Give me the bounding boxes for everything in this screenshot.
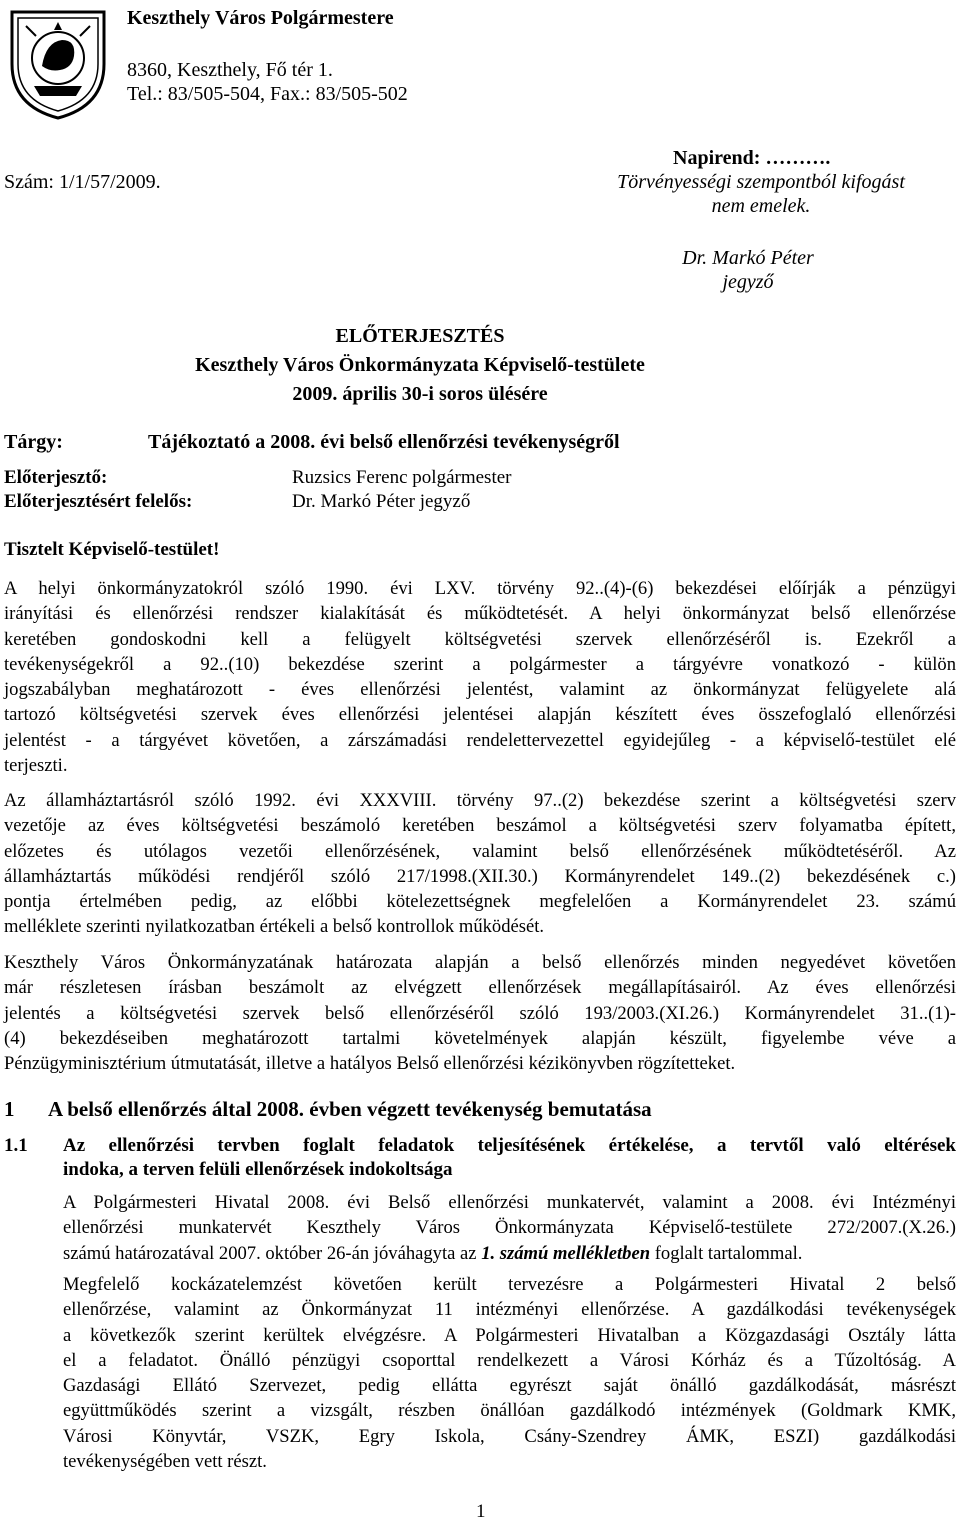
s11-p2-line: Gazdasági Ellátó Szervezet, pedig ellátta egyrészt saját önálló gazdálkodását, másrészt bbox=[63, 1375, 956, 1397]
responsible-value: Dr. Markó Péter jegyző bbox=[292, 491, 471, 512]
p1-line: tevékenységekről a 92..(10) bekezdése szerint a polgármester a tárgyévre vonatkozó - külön bbox=[4, 653, 956, 675]
section-1-1-paragraph-1 bbox=[63, 1190, 956, 1266]
notary-signature bbox=[598, 246, 898, 294]
s11-p2-line: ellenőrzése, valamint az Önkormányzat 11 intézményi ellenőrzése. A gazdálkodási tevékenységek bbox=[63, 1299, 956, 1321]
annex-reference: 1. számú mellékletben bbox=[481, 1242, 651, 1264]
p3-line: Pénzügyminisztérium útmutatását, illetve a hatályos Belső ellenőrzési kézikönyvben rögzítetteket. bbox=[4, 1053, 736, 1075]
page-number: 1 bbox=[476, 1501, 486, 1522]
p1-line: jelentést - a tárgyévet követően, a zárszámadási rendelettervezettel egyidejűleg - a képviselő-testület elé bbox=[4, 729, 956, 751]
notary-name: Dr. Markó Péter bbox=[682, 247, 814, 269]
p3-line: jelentés a költségvetési szervek belső ellenőrzéséről szóló 193/2003.(XI.26.) Kormányrendelet 31..(1)- bbox=[4, 1002, 956, 1024]
section-1-1-title bbox=[63, 1134, 956, 1182]
coat-of-arms-logo bbox=[6, 6, 110, 122]
file-number: Szám: 1/1/57/2009. bbox=[4, 171, 161, 193]
section-1-number: 1 bbox=[4, 1097, 15, 1121]
salutation: Tisztelt Képviselő-testület! bbox=[4, 539, 220, 560]
p3-line: Keszthely Város Önkormányzatának határozata alapján a belső ellenőrzés minden negyedévet követően bbox=[4, 952, 956, 973]
body-paragraph-3 bbox=[4, 950, 956, 1076]
section-1-1-title-line1: Az ellenőrzési tervben foglalt feladatok teljesítésének értékelése, a tervtől való eltérések bbox=[63, 1135, 956, 1156]
document-title-main: ELŐTERJESZTÉS bbox=[335, 325, 505, 347]
p2-line: melléklete szerinti nyilatkozatban értékeli a belső kontrollok működését. bbox=[4, 916, 545, 938]
p1-line: tartozó költségvetési szervek éves ellenőrzési jelentései alapján készített éves összefoglaló ellenőrzési bbox=[4, 704, 956, 726]
notary-title: jegyző bbox=[722, 271, 774, 293]
s11-p2-line: Városi Könyvtár, VSZK, Egry Iskola, Csány-Szendrey ÁMK, ESZI) gazdálkodási bbox=[63, 1425, 956, 1447]
agenda-label: Napirend: ………. bbox=[673, 147, 831, 169]
legal-note-line2: nem emelek. bbox=[711, 195, 811, 217]
office-phone-fax: Tel.: 83/505-504, Fax.: 83/505-502 bbox=[127, 83, 408, 105]
body-paragraph-1 bbox=[4, 576, 956, 778]
document-title bbox=[120, 322, 720, 409]
s11-p1-text-a: számú határozatával 2007. október 26-án jóváhagyta az bbox=[63, 1242, 482, 1264]
p1-line: A helyi önkormányzatokról szóló 1990. évi LXV. törvény 92..(4)-(6) bekezdései előírják a pénzügyi bbox=[4, 578, 956, 599]
responsible-label: Előterjesztésért felelős: bbox=[4, 491, 193, 512]
s11-p1-line: ellenőrzési munkatervét Keszthely Város Önkormányzata Képviselő-testülete 272/2007.(X.26.) bbox=[63, 1217, 956, 1239]
p2-line: államháztartás működési rendjéről szóló 217/1998.(XII.30.) Kormányrendelet 149..(2) bekezdésének c.) bbox=[4, 865, 956, 887]
body-paragraph-2 bbox=[4, 788, 956, 940]
p1-line: terjeszti. bbox=[4, 755, 68, 777]
s11-p2-line: együttműködés szerint a vizsgált, részben önállóan gazdálkodó intézmények (Goldmark KMK, bbox=[63, 1400, 956, 1422]
p1-line: jogszabályban meghatározott - éves ellenőrzési jelentést, valamint az önkormányzat felügyelete alá bbox=[4, 679, 956, 701]
presenter-label: Előterjesztő: bbox=[4, 467, 108, 488]
s11-p2-line: Megfelelő kockázatelemzést követően került tervezésre a Polgármesteri Hivatal 2 belső bbox=[63, 1274, 956, 1295]
p1-line: keretében gondoskodni kell a felügyelt költségvetési szervek ellenőrzéséről is. Ezekről a bbox=[4, 628, 956, 650]
subject-value: Tájékoztató a 2008. évi belső ellenőrzési tevékenységről bbox=[148, 431, 620, 453]
section-1-1-title-line2: indoka, a terven felüli ellenőrzések indokoltsága bbox=[63, 1159, 453, 1180]
legal-note-line1: Törvényességi szempontból kifogást bbox=[617, 171, 905, 193]
p2-line: vezetője az éves költségvetési beszámoló keretében beszámol a költségvetési szerv folyamatba épített, bbox=[4, 815, 956, 837]
s11-p1-line3 bbox=[63, 1241, 956, 1266]
p1-line: irányítási és ellenőrzési rendszer kialakítását és működtetését. A helyi önkormányzat belső ellenőrzése bbox=[4, 603, 956, 625]
office-address: 8360, Keszthely, Fő tér 1. bbox=[127, 59, 333, 81]
p3-line: (4) bekezdéseiben meghatározott tartalmi követelmények alapján készült, figyelembe véve a bbox=[4, 1027, 956, 1049]
s11-p2-line: a következők szerint kerültek elvégzésre. A Polgármesteri Hivatalban a Közgazdasági Osztály látta bbox=[63, 1324, 956, 1346]
document-title-line3: 2009. április 30-i soros ülésére bbox=[292, 383, 548, 405]
section-1-1-number: 1.1 bbox=[4, 1135, 28, 1156]
p2-line: Az államháztartásról szóló 1992. évi XXXVIII. törvény 97..(2) bekezdése szerint a költségvetési szerv bbox=[4, 790, 956, 811]
p3-line: már részletesen írásban beszámolt az elvégzett ellenőrzések megállapításairól. Az éves ellenőrzési bbox=[4, 977, 956, 999]
s11-p1-line: A Polgármesteri Hivatal 2008. évi Belső ellenőrzési munkatervét, valamint a 2008. évi Intézményi bbox=[63, 1192, 956, 1213]
section-1-1-paragraph-2 bbox=[63, 1272, 956, 1474]
s11-p2-line: el a feladatot. Önálló pénzügyi csoporttal rendelkezett a Városi Kórház és a Tűzoltóság. A bbox=[63, 1349, 956, 1371]
section-1-title: A belső ellenőrzés által 2008. évben végzett tevékenység bemutatása bbox=[48, 1097, 652, 1121]
presenter-value: Ruzsics Ferenc polgármester bbox=[292, 467, 512, 488]
p2-line: pontja értelmében pedig, az előbbi kötelezettségnek megfelelően a Kormányrendelet 23. számú bbox=[4, 891, 956, 913]
s11-p2-line: tevékenységében vett részt. bbox=[63, 1451, 267, 1473]
s11-p1-text-b: foglalt tartalommal. bbox=[650, 1242, 803, 1264]
office-name: Keszthely Város Polgármestere bbox=[127, 7, 394, 29]
subject-label: Tárgy: bbox=[4, 431, 63, 453]
legal-note bbox=[566, 170, 956, 218]
p2-line: előzetes és utólagos vezetői ellenőrzésének, valamint belső ellenőrzésének működtetéséről. Az bbox=[4, 840, 956, 862]
document-title-line2: Keszthely Város Önkormányzata Képviselő-testülete bbox=[195, 354, 645, 376]
